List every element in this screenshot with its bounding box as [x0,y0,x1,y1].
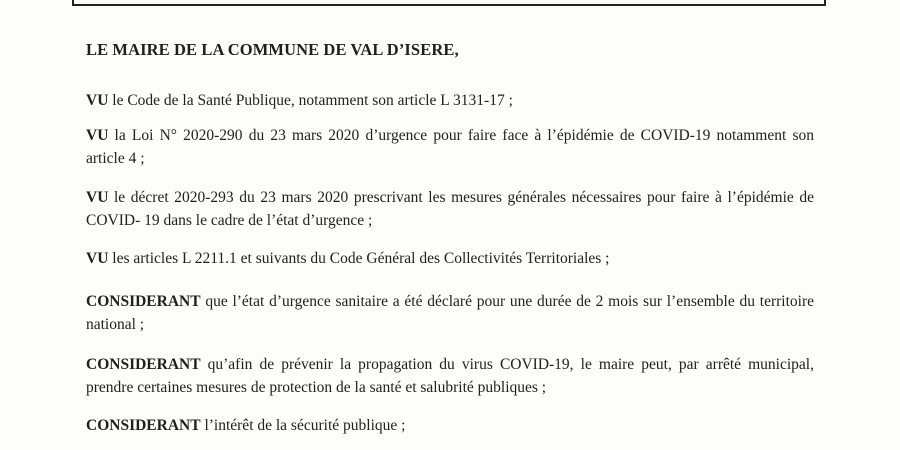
paragraph-text: le décret 2020-293 du 23 mars 2020 prescrivant les mesures générales nécessaires pour faire à l’épidémie de COVID- 19 dans le cadre de l’état d’urgence ; [86,189,814,229]
paragraph-text: qu’afin de prévenir la propagation du virus COVID-19, le maire peut, par arrêté municipal, prendre certaines mesures de protection de la santé et salubrité publiques ; [86,356,814,396]
paragraph-considerant-propagation [86,353,814,399]
paragraph-vu-articles [86,247,814,270]
paragraph-keyword: CONSIDERANT [86,293,201,310]
paragraph-keyword: VU [86,250,109,267]
paragraph-keyword: CONSIDERANT [86,356,201,373]
paragraph-vu-loi [86,124,814,170]
paragraph-text: les articles L 2211.1 et suivants du Code Général des Collectivités Territoriales ; [108,250,610,267]
header-frame-border [72,0,826,6]
paragraph-considerant-etat-urgence [86,290,814,336]
paragraph-keyword: VU [86,92,109,109]
paragraph-keyword: VU [86,189,109,206]
paragraph-text: le Code de la Santé Publique, notamment son article L 3131-17 ; [108,92,513,109]
paragraph-vu-decret [86,186,814,232]
document-heading: LE MAIRE DE LA COMMUNE DE VAL D’ISERE, [86,40,459,59]
paragraph-keyword: CONSIDERANT [86,417,201,434]
paragraph-considerant-securite [86,414,814,437]
paragraph-text: la Loi N° 2020-290 du 23 mars 2020 d’urgence pour faire face à l’épidémie de COVID-19 notamment son article 4 ; [86,127,814,167]
paragraph-text: que l’état d’urgence sanitaire a été déclaré pour une durée de 2 mois sur l’ensemble du territoire national ; [86,293,814,333]
paragraph-keyword: VU [86,127,109,144]
paragraph-text: l’intérêt de la sécurité publique ; [200,417,406,434]
paragraph-vu-code-sante [86,89,814,112]
